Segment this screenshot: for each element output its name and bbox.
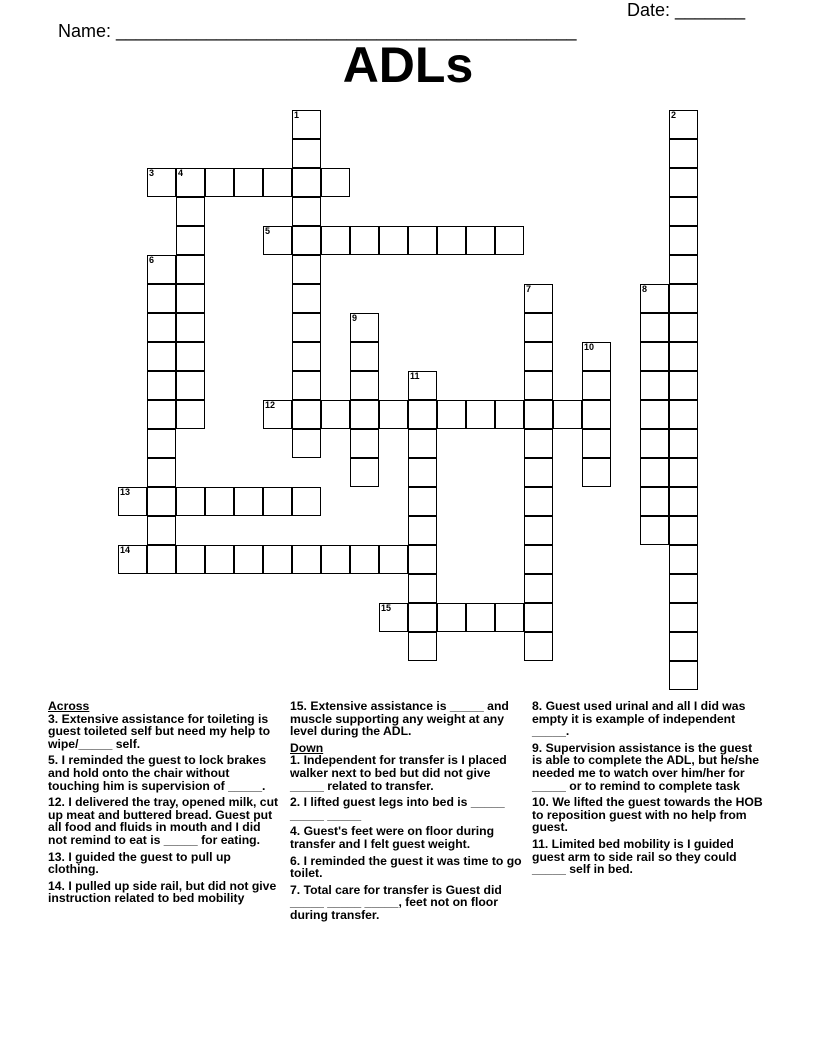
grid-cell[interactable] bbox=[263, 487, 292, 516]
grid-cell[interactable] bbox=[292, 139, 321, 168]
grid-cell[interactable] bbox=[263, 168, 292, 197]
grid-cell[interactable] bbox=[640, 429, 669, 458]
clue-text: Extensive assistance for toileting is guest toileted self but need my help to wipe/_____ self. bbox=[48, 711, 271, 751]
grid-cell[interactable] bbox=[176, 197, 205, 226]
grid-cell[interactable] bbox=[669, 458, 698, 487]
clue-number: 4 bbox=[178, 168, 184, 178]
grid-cell[interactable] bbox=[292, 110, 321, 139]
grid-cell[interactable] bbox=[669, 574, 698, 603]
grid-cell[interactable] bbox=[176, 284, 205, 313]
grid-cell[interactable] bbox=[582, 400, 611, 429]
grid-cell[interactable] bbox=[205, 487, 234, 516]
clue-text: Extensive assistance is _____ and muscle supporting any weight at any level during the ADL. bbox=[290, 699, 509, 739]
grid-cell[interactable] bbox=[640, 284, 669, 313]
grid-cell[interactable] bbox=[292, 400, 321, 429]
clue-number: 10 bbox=[584, 342, 595, 352]
clue-number: 15 bbox=[381, 603, 392, 613]
clue-text: I guided the guest to pull up clothing. bbox=[48, 849, 231, 877]
grid-cell[interactable] bbox=[292, 545, 321, 574]
date-field[interactable]: Date: _______ bbox=[627, 0, 746, 20]
grid-cell[interactable] bbox=[669, 139, 698, 168]
grid-cell[interactable] bbox=[524, 545, 553, 574]
clue-number: 2 bbox=[671, 110, 677, 120]
grid-cell[interactable] bbox=[669, 487, 698, 516]
grid-cell[interactable] bbox=[640, 400, 669, 429]
clue-num: 4. bbox=[290, 824, 304, 839]
grid-cell[interactable] bbox=[669, 429, 698, 458]
across-clue-list-continued bbox=[290, 700, 522, 738]
clue-item bbox=[48, 796, 280, 846]
clue-num: 2. bbox=[290, 795, 304, 810]
grid-cell[interactable] bbox=[524, 632, 553, 661]
grid-cell[interactable] bbox=[118, 487, 147, 516]
grid-cell[interactable] bbox=[263, 545, 292, 574]
clue-text: I reminded the guest to lock brakes and hold onto the chair without touching him is supervision of _____. bbox=[48, 753, 267, 793]
grid-cell[interactable] bbox=[524, 371, 553, 400]
clue-item bbox=[48, 851, 280, 876]
grid-cell[interactable] bbox=[292, 487, 321, 516]
grid-cell[interactable] bbox=[379, 545, 408, 574]
grid-cell[interactable] bbox=[408, 632, 437, 661]
grid-cell[interactable] bbox=[350, 458, 379, 487]
grid-cell[interactable] bbox=[321, 226, 350, 255]
grid-cell[interactable] bbox=[147, 255, 176, 284]
grid-cell[interactable] bbox=[408, 516, 437, 545]
clues-column-3 bbox=[532, 700, 764, 880]
clue-item bbox=[290, 754, 522, 792]
grid-cell[interactable] bbox=[524, 603, 553, 632]
grid-cell[interactable] bbox=[350, 429, 379, 458]
clue-text: Total care for transfer is Guest did _____ _____ _____, feet not on floor during transfer. bbox=[290, 882, 502, 922]
clue-number: 1 bbox=[294, 110, 300, 120]
grid-cell[interactable] bbox=[582, 371, 611, 400]
grid-cell[interactable] bbox=[350, 226, 379, 255]
clue-num: 6. bbox=[290, 853, 304, 868]
clue-item bbox=[532, 700, 764, 738]
grid-cell[interactable] bbox=[292, 371, 321, 400]
grid-cell[interactable] bbox=[350, 342, 379, 371]
grid-cell[interactable] bbox=[292, 168, 321, 197]
grid-cell[interactable] bbox=[321, 168, 350, 197]
grid-cell[interactable] bbox=[292, 342, 321, 371]
grid-cell[interactable] bbox=[437, 400, 466, 429]
grid-cell[interactable] bbox=[205, 168, 234, 197]
grid-cell[interactable] bbox=[292, 255, 321, 284]
clue-item bbox=[290, 884, 522, 922]
grid-cell[interactable] bbox=[350, 545, 379, 574]
grid-cell[interactable] bbox=[524, 458, 553, 487]
grid-cell[interactable] bbox=[640, 516, 669, 545]
grid-cell[interactable] bbox=[408, 603, 437, 632]
down-heading: Down bbox=[290, 740, 324, 755]
clue-num: 10. bbox=[532, 795, 553, 810]
grid-cell[interactable] bbox=[292, 429, 321, 458]
grid-cell[interactable] bbox=[408, 458, 437, 487]
grid-cell[interactable] bbox=[234, 487, 263, 516]
grid-cell[interactable] bbox=[147, 458, 176, 487]
clue-num: 7. bbox=[290, 882, 304, 897]
clue-number: 13 bbox=[120, 487, 131, 497]
clue-item bbox=[48, 880, 280, 905]
grid-cell[interactable] bbox=[263, 400, 292, 429]
grid-cell[interactable] bbox=[379, 603, 408, 632]
grid-cell[interactable] bbox=[524, 284, 553, 313]
grid-cell[interactable] bbox=[582, 458, 611, 487]
grid-cell[interactable] bbox=[408, 226, 437, 255]
clue-num: 12. bbox=[48, 795, 69, 810]
grid-cell[interactable] bbox=[408, 371, 437, 400]
clue-num: 11. bbox=[532, 836, 552, 851]
grid-cell[interactable] bbox=[234, 168, 263, 197]
down-clue-list bbox=[290, 754, 522, 921]
grid-cell[interactable] bbox=[669, 516, 698, 545]
grid-cell[interactable] bbox=[147, 516, 176, 545]
grid-cell[interactable] bbox=[495, 226, 524, 255]
grid-cell[interactable] bbox=[147, 342, 176, 371]
clue-num: 15. bbox=[290, 699, 311, 713]
clue-num: 9. bbox=[532, 740, 546, 755]
grid-cell[interactable] bbox=[669, 226, 698, 255]
clue-item bbox=[290, 700, 522, 738]
grid-cell[interactable] bbox=[408, 487, 437, 516]
clue-item bbox=[532, 838, 764, 876]
clue-number: 5 bbox=[265, 226, 271, 236]
clue-item bbox=[48, 754, 280, 792]
clues-column-2 bbox=[290, 700, 522, 926]
grid-cell[interactable] bbox=[292, 197, 321, 226]
grid-cell[interactable] bbox=[669, 110, 698, 139]
grid-cell[interactable] bbox=[408, 400, 437, 429]
clue-text: I delivered the tray, opened milk, cut up meat and buttered bread. Guest put all food and fluids in mouth and I did not remind to eat is _____ for eating. bbox=[48, 795, 279, 847]
grid-cell[interactable] bbox=[350, 400, 379, 429]
grid-cell[interactable] bbox=[408, 429, 437, 458]
grid-cell[interactable] bbox=[582, 429, 611, 458]
clues-column-1 bbox=[48, 700, 280, 909]
grid-cell[interactable] bbox=[147, 429, 176, 458]
grid-cell[interactable] bbox=[350, 371, 379, 400]
grid-cell[interactable] bbox=[408, 545, 437, 574]
across-heading: Across bbox=[48, 699, 90, 713]
clue-item bbox=[48, 713, 280, 751]
grid-cell[interactable] bbox=[640, 487, 669, 516]
grid-cell[interactable] bbox=[321, 400, 350, 429]
grid-cell[interactable] bbox=[176, 255, 205, 284]
grid-cell[interactable] bbox=[234, 545, 263, 574]
grid-cell[interactable] bbox=[147, 168, 176, 197]
grid-cell[interactable] bbox=[495, 603, 524, 632]
grid-cell[interactable] bbox=[176, 342, 205, 371]
grid-cell[interactable] bbox=[176, 226, 205, 255]
grid-cell[interactable] bbox=[408, 574, 437, 603]
clue-number: 7 bbox=[526, 284, 532, 294]
clue-num: 14. bbox=[48, 878, 69, 893]
grid-cell[interactable] bbox=[118, 545, 147, 574]
grid-cell[interactable] bbox=[176, 168, 205, 197]
grid-cell[interactable] bbox=[263, 226, 292, 255]
grid-cell[interactable] bbox=[669, 313, 698, 342]
grid-cell[interactable] bbox=[669, 400, 698, 429]
clue-num: 13. bbox=[48, 849, 69, 864]
grid-cell[interactable] bbox=[147, 371, 176, 400]
clue-number: 11 bbox=[410, 371, 420, 381]
grid-cell[interactable] bbox=[524, 313, 553, 342]
clue-item bbox=[532, 796, 764, 834]
grid-cell[interactable] bbox=[640, 371, 669, 400]
grid-cell[interactable] bbox=[669, 545, 698, 574]
clue-num: 8. bbox=[532, 699, 546, 713]
clue-text: I lifted guest legs into bed is _____ _____ _____ bbox=[290, 795, 505, 822]
clue-item bbox=[290, 855, 522, 880]
grid-cell[interactable] bbox=[292, 226, 321, 255]
clue-text: Independent for transfer is I placed walker next to bed but did not give _____ related to transfer. bbox=[290, 753, 507, 793]
down-clue-list-continued bbox=[532, 700, 764, 876]
grid-cell[interactable] bbox=[582, 342, 611, 371]
grid-cell[interactable] bbox=[669, 197, 698, 226]
grid-cell[interactable] bbox=[669, 255, 698, 284]
grid-cell[interactable] bbox=[147, 487, 176, 516]
grid-cell[interactable] bbox=[669, 284, 698, 313]
grid-cell[interactable] bbox=[466, 226, 495, 255]
clue-number: 8 bbox=[642, 284, 648, 294]
grid-cell[interactable] bbox=[669, 632, 698, 661]
clue-number: 9 bbox=[352, 313, 358, 323]
clue-num: 3. bbox=[48, 711, 62, 726]
grid-cell[interactable] bbox=[176, 400, 205, 429]
grid-cell[interactable] bbox=[466, 603, 495, 632]
grid-cell[interactable] bbox=[437, 603, 466, 632]
grid-cell[interactable] bbox=[292, 313, 321, 342]
grid-cell[interactable] bbox=[524, 400, 553, 429]
clue-text: I reminded the guest it was time to go toilet. bbox=[290, 853, 522, 881]
grid-cell[interactable] bbox=[205, 545, 234, 574]
grid-cell[interactable] bbox=[524, 516, 553, 545]
grid-cell[interactable] bbox=[669, 661, 698, 690]
clue-item bbox=[290, 825, 522, 850]
clue-text: Limited bed mobility is I guided guest arm to side rail so they could _____ self in bed. bbox=[532, 836, 737, 877]
clue-text: We lifted the guest towards the HOB to reposition guest with no help from guest. bbox=[532, 795, 763, 835]
grid-cell[interactable] bbox=[147, 545, 176, 574]
across-clue-list bbox=[48, 713, 280, 905]
grid-cell[interactable] bbox=[669, 603, 698, 632]
grid-cell[interactable] bbox=[524, 487, 553, 516]
clue-number: 12 bbox=[265, 400, 276, 410]
grid-cell[interactable] bbox=[524, 574, 553, 603]
clue-text: I pulled up side rail, but did not give instruction related to bed mobility bbox=[48, 878, 277, 906]
grid-cell[interactable] bbox=[147, 284, 176, 313]
clue-text: Guest used urinal and all I did was empty it is example of independent _____. bbox=[532, 699, 746, 739]
grid-cell[interactable] bbox=[147, 313, 176, 342]
grid-cell[interactable] bbox=[640, 313, 669, 342]
grid-cell[interactable] bbox=[292, 284, 321, 313]
grid-cell[interactable] bbox=[147, 400, 176, 429]
grid-cell[interactable] bbox=[379, 400, 408, 429]
grid-cell[interactable] bbox=[640, 458, 669, 487]
grid-cell[interactable] bbox=[669, 342, 698, 371]
page-title: ADLs bbox=[342, 37, 474, 93]
grid-cell[interactable] bbox=[350, 313, 379, 342]
grid-cell[interactable] bbox=[553, 400, 582, 429]
clue-num: 5. bbox=[48, 753, 62, 768]
grid-cell[interactable] bbox=[495, 400, 524, 429]
name-field[interactable]: Name: ______________________________________________ bbox=[58, 21, 577, 41]
grid-cell[interactable] bbox=[524, 429, 553, 458]
grid-cell[interactable] bbox=[379, 226, 408, 255]
grid-cell[interactable] bbox=[669, 168, 698, 197]
clue-item bbox=[532, 742, 764, 792]
clue-text: Supervision assistance is the guest is able to complete the ADL, but he/she needed me to watch over him/her for _____ or to remind to complete task bbox=[532, 740, 760, 793]
clue-number: 6 bbox=[149, 255, 155, 265]
grid-cell[interactable] bbox=[437, 226, 466, 255]
clue-item bbox=[290, 796, 522, 821]
grid-cell[interactable] bbox=[176, 487, 205, 516]
clue-text: Guest's feet were on floor during transfer and I felt guest weight. bbox=[290, 824, 495, 851]
grid-cell[interactable] bbox=[669, 371, 698, 400]
grid-cell[interactable] bbox=[640, 342, 669, 371]
grid-cell[interactable] bbox=[466, 400, 495, 429]
clue-number: 14 bbox=[120, 545, 131, 555]
clue-number: 3 bbox=[149, 168, 155, 178]
grid-cell[interactable] bbox=[321, 545, 350, 574]
grid-cell[interactable] bbox=[176, 313, 205, 342]
grid-cell[interactable] bbox=[176, 545, 205, 574]
clue-num: 1. bbox=[290, 753, 304, 768]
grid-cell[interactable] bbox=[176, 371, 205, 400]
grid-cell[interactable] bbox=[524, 342, 553, 371]
